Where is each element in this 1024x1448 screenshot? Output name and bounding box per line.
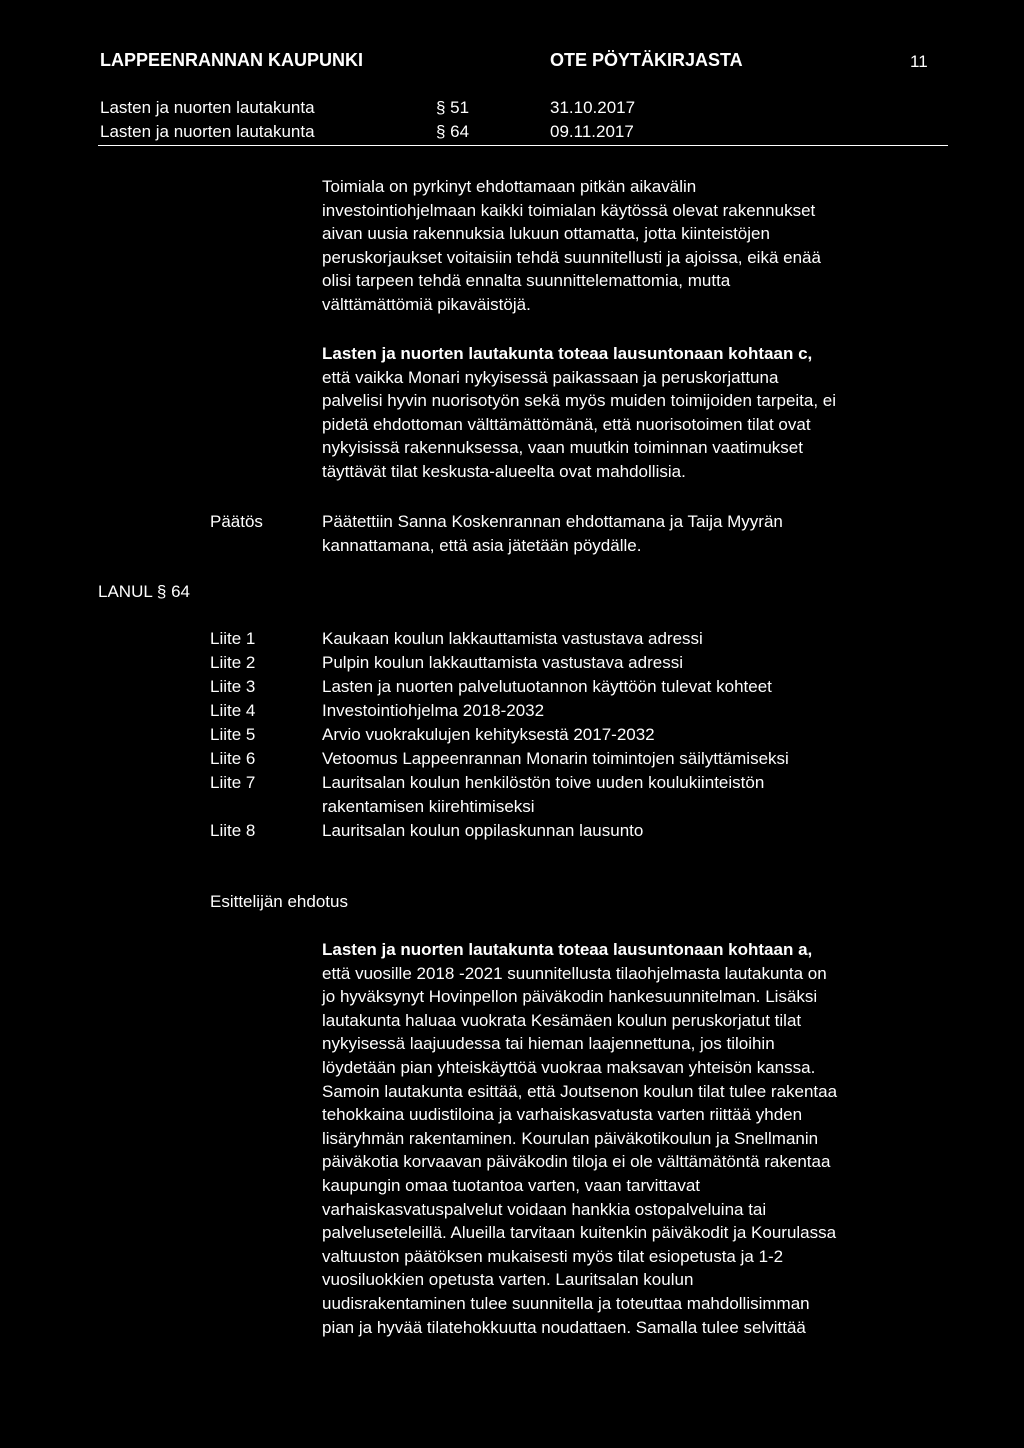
decision-text xyxy=(322,510,962,557)
paragraph-line: kaupungin omaa tuotantoa varten, vaan tarvittavat xyxy=(322,1175,701,1195)
statement-heading: Lasten ja nuorten lautakunta toteaa lausuntonaan kohtaan a, xyxy=(322,940,813,959)
paragraph-line: varhaiskasvatuspalvelut voidaan hankkia ostopalveluina tai xyxy=(322,1199,767,1219)
attachment-number: Liite 4 xyxy=(210,701,256,720)
attachment-number: Liite 3 xyxy=(210,677,256,696)
paragraph-line: tehokkaina uudistiloina ja varhaiskasvatusta varten riittää yhden xyxy=(322,1105,803,1125)
paragraph-line: nykyisissä rakennuksessa, vaan muutkin toiminnan vaatimukset xyxy=(322,438,803,458)
paragraph-line: pidetä ehdottoman välttämättömänä, että nuorisotoimen tilat ovat xyxy=(322,414,811,434)
paragraph-line: olisi tarpeen tehdä ennalta suunnittelemattomia, mutta xyxy=(322,271,731,291)
attachment-item xyxy=(210,627,703,651)
org-name: LAPPEENRANNAN KAUPUNKI xyxy=(100,50,364,70)
attachment-number: Liite 5 xyxy=(210,725,256,744)
attachment-number: Liite 1 xyxy=(210,629,256,648)
statement-heading: Lasten ja nuorten lautakunta toteaa lausuntonaan kohtaan c, xyxy=(322,344,813,363)
meeting-date: 09.11.2017 xyxy=(550,122,634,141)
meeting-section: § 64 xyxy=(436,122,470,141)
attachment-number: Liite 8 xyxy=(210,821,256,840)
attachment-description: Investointiohjelma 2018-2032 xyxy=(322,701,545,720)
attachment-number: Liite 2 xyxy=(210,653,256,672)
paragraph-line: Päätettiin Sanna Koskenrannan ehdottamana ja Taija Myyrän xyxy=(322,512,783,531)
section-label: LANUL § 64 xyxy=(98,582,190,601)
meeting-board: Lasten ja nuorten lautakunta xyxy=(100,98,315,117)
paragraph-line: nykyisessä laajuudessa tai hieman laajennettuna, jos tiloihin xyxy=(322,1034,775,1054)
page-number: 11 xyxy=(910,52,928,71)
attachment-number: Liite 7 xyxy=(210,773,256,792)
attachment-item xyxy=(210,651,683,675)
paragraph-line: vuosiluokkien opetusta varten. Lauritsalan koulun xyxy=(322,1270,694,1290)
document-type: OTE PÖYTÄKIRJASTA xyxy=(550,50,743,70)
paragraph-line: valtuuston päätöksen mukaisesti myös tilat esiopetusta ja 1-2 xyxy=(322,1246,784,1266)
attachment-item xyxy=(210,675,772,699)
paragraph-line: lautakunta haluaa vuokrata Kesämäen koulun peruskorjatut tilat xyxy=(322,1010,802,1030)
paragraph-line: uudisrakentaminen tulee suunnitella ja toteuttaa mahdollisimman xyxy=(322,1293,810,1313)
attachment-description: Vetoomus Lappeenrannan Monarin toimintojen säilyttämiseksi xyxy=(322,749,789,768)
attachment-item xyxy=(210,747,789,771)
paragraph-line: jo hyväksynyt Hovinpellon päiväkodin hankesuunnitelman. Lisäksi xyxy=(322,987,818,1007)
paragraph-line: palveluseteleillä. Alueilla tarvitaan kuitenkin päiväkodit ja Kourulassa xyxy=(322,1223,837,1243)
paragraph-line: lisäryhmän rakentaminen. Kourulan päiväkotikoulun ja Snellmanin xyxy=(322,1128,819,1148)
attachment-item xyxy=(210,771,764,818)
attachment-item xyxy=(210,699,544,723)
paragraph-investment xyxy=(322,175,962,317)
paragraph-line: aivan uusia rakennuksia lukuun ottamatta, jotta kiinteistöjen xyxy=(322,224,770,244)
paragraph-line: että vuosille 2018 -2021 suunnitellusta tilaohjelmasta lautakunta on xyxy=(322,963,827,983)
meeting-date: 31.10.2017 xyxy=(550,98,636,117)
attachment-description: Kaukaan koulun lakkauttamista vastustava adressi xyxy=(322,629,703,648)
paragraph-line: Toimiala on pyrkinyt ehdottamaan pitkän aikavälin xyxy=(322,177,697,196)
attachment-description: Arvio vuokrakulujen kehityksestä 2017-2032 xyxy=(322,725,655,744)
paragraph-line: löydetään pian yhteiskäyttöä vuokraa maksavan yhteisön kanssa. xyxy=(322,1057,816,1077)
paragraph-line: investointiohjelmaan kaikki toimialan käytössä olevat rakennukset xyxy=(322,200,816,220)
paragraph-line: palvelisi hyvin nuorisotyön sekä myös muiden toimijoiden tarpeita, ei xyxy=(322,391,837,411)
paragraph-statement-a xyxy=(322,938,962,1339)
decision-label: Päätös xyxy=(210,512,263,531)
attachment-description: Lauritsalan koulun henkilöstön toive uuden koulukiinteistön xyxy=(322,773,765,792)
attachment-item xyxy=(210,723,655,747)
paragraph-line: Samoin lautakunta esittää, että Joutsenon koulun tilat tulee rakentaa xyxy=(322,1081,838,1101)
paragraph-line: välttämättömiä pikaväistöjä. xyxy=(322,294,531,314)
meeting-section: § 51 xyxy=(436,98,470,117)
meeting-board: Lasten ja nuorten lautakunta xyxy=(100,122,315,141)
header-rule xyxy=(98,145,948,146)
attachment-description: Lasten ja nuorten palvelutuotannon käyttöön tulevat kohteet xyxy=(322,677,772,696)
attachment-description: Pulpin koulun lakkauttamista vastustava adressi xyxy=(322,653,683,672)
attachment-description-continued: rakentamisen kiirehtimiseksi xyxy=(322,796,535,816)
paragraph-line: kannattamana, että asia jätetään pöydälle. xyxy=(322,535,642,555)
paragraph-statement-c xyxy=(322,342,962,484)
attachment-number: Liite 6 xyxy=(210,749,256,768)
attachment-item xyxy=(210,819,643,843)
attachment-description: Lauritsalan koulun oppilaskunnan lausunto xyxy=(322,821,644,840)
presenter-proposal-label: Esittelijän ehdotus xyxy=(210,892,348,911)
paragraph-line: pian ja hyvää tilatehokkuutta noudattaen. Samalla tulee selvittää xyxy=(322,1317,806,1337)
paragraph-line: peruskorjaukset voitaisiin tehdä suunnitellusti ja ajoissa, eikä enää xyxy=(322,247,821,267)
paragraph-line: täyttävät tilat keskusta-alueelta ovat mahdollisia. xyxy=(322,461,686,481)
paragraph-line: päiväkotia korvaavan päiväkodin tiloja ei ole välttämätöntä rakentaa xyxy=(322,1152,831,1172)
paragraph-line: että vaikka Monari nykyisessä paikassaan ja peruskorjattuna xyxy=(322,367,779,387)
